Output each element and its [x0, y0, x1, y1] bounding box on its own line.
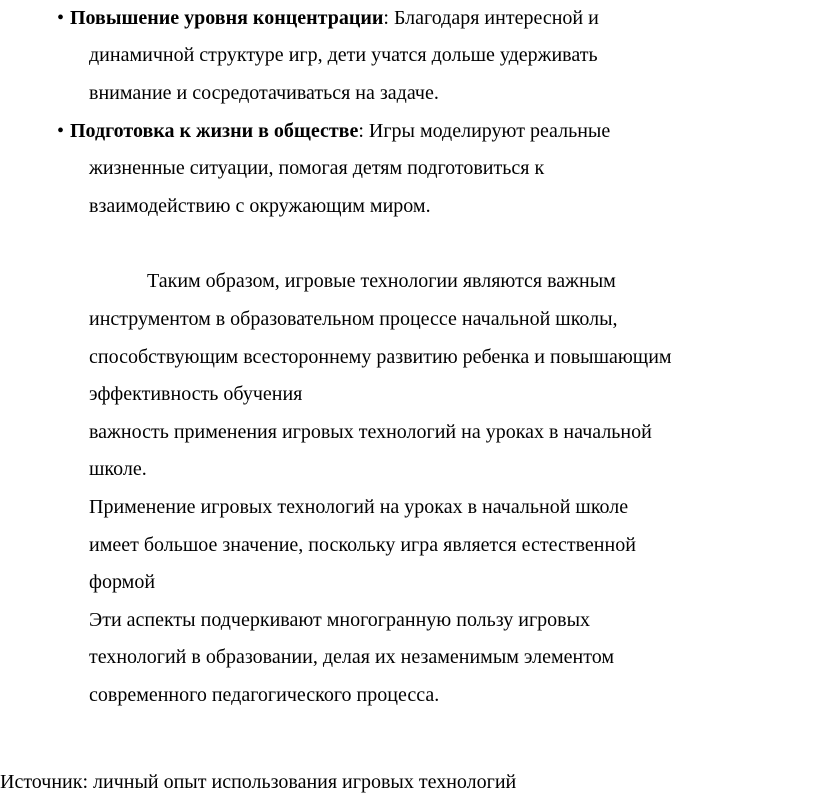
bullet-1-line-2: динамичной структуре игр, дети учатся дольше удерживать — [89, 44, 598, 66]
application-line-1: Применение игровых технологий на уроках в начальной школе — [89, 496, 629, 518]
conclusion-line-1: Таким образом, игровые технологии являются важным — [147, 270, 616, 292]
bullet-2-line-2: жизненные ситуации, помогая детям подготовиться к — [89, 157, 545, 179]
conclusion-line-2: инструментом в образовательном процессе начальной школы, — [89, 308, 618, 330]
bullet-2-first-line — [70, 119, 610, 143]
bullet-2-line-3: взаимодействию с окружающим миром. — [89, 195, 431, 217]
bullet-2-symbol: • — [57, 120, 65, 142]
importance-line-1: важность применения игровых технологий на уроках в начальной — [89, 421, 652, 443]
importance-line-2: школе. — [89, 458, 147, 480]
bullet-2-title: Подготовка к жизни в обществе — [70, 120, 359, 142]
bullet-1-first-line — [70, 6, 599, 30]
conclusion-line-3: способствующим всестороннему развитию ребенка и повышающим — [89, 346, 672, 368]
bullet-1-text: : Благодаря интересной и — [383, 7, 599, 29]
aspects-line-2: технологий в образовании, делая их незаменимым элементом — [89, 646, 614, 668]
bullet-1-title: Повышение уровня концентрации — [70, 7, 384, 29]
conclusion-line-4: эффективность обучения — [89, 383, 303, 405]
application-line-3: формой — [89, 571, 156, 593]
application-line-2: имеет большое значение, поскольку игра является естественной — [89, 534, 636, 556]
bullet-1-symbol: • — [57, 7, 65, 29]
source-line: Источник: личный опыт использования игровых технологий — [0, 771, 517, 793]
aspects-line-1: Эти аспекты подчеркивают многогранную пользу игровых — [89, 609, 591, 631]
bullet-2-text: : Игры моделируют реальные — [358, 120, 611, 142]
bullet-1-line-3: внимание и сосредотачиваться на задаче. — [89, 82, 439, 104]
aspects-line-3: современного педагогического процесса. — [89, 684, 440, 706]
